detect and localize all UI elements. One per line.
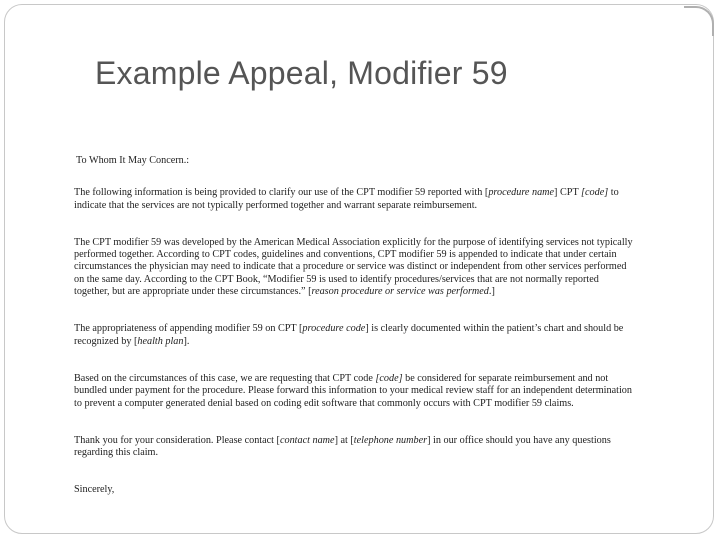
letter-paragraph-5 — [74, 435, 634, 460]
placeholder-code: [code] — [581, 187, 609, 199]
letter-body — [74, 155, 634, 497]
p2-text-b: .] — [488, 286, 495, 298]
p3-text-c: ]. — [183, 335, 190, 347]
letter-paragraph-3 — [74, 323, 634, 348]
letter-salutation: To Whom It May Concern.: — [76, 155, 190, 166]
placeholder-procedure-code: procedure code — [302, 323, 366, 335]
p1-text-c: to indicate that the services are not typically performed together and warrant separate reimbursement. — [74, 187, 619, 211]
p3-text-a: The appropriateness of appending modifier 59 on CPT [ — [74, 323, 303, 335]
p4-text-b: be considered for separate reimbursement and not bundled under payment for the procedure. Please forward this information to your medical review staff for an independent determination to prevent a computer generated denial based on coding edit software that commonly occurs with CPT modifier 59 claims. — [74, 372, 632, 409]
placeholder-procedure-name: procedure name — [488, 187, 555, 199]
placeholder-contact-name: contact name — [279, 434, 335, 446]
p1-text-b: ] CPT — [554, 187, 582, 199]
placeholder-telephone: telephone number — [353, 434, 428, 446]
letter-closing: Sincerely, — [74, 484, 115, 496]
p5-text-a: Thank you for your consideration. Please contact [ — [74, 434, 280, 446]
p5-text-c: ] in our office should you have any questions regarding this claim. — [74, 434, 611, 459]
slide-title: Example Appeal, Modifier 59 — [95, 55, 508, 91]
letter-paragraph-1 — [74, 187, 634, 212]
p1-text-a: The following information is being provided to clarify our use of the CPT modifier 59 reported with [ — [74, 187, 489, 199]
placeholder-health-plan: health plan — [137, 335, 184, 347]
letter-paragraph-2 — [74, 237, 634, 298]
p3-text-b: ] is clearly documented within the patient’s chart and should be recognized by [ — [74, 323, 624, 347]
p4-text-a: Based on the circumstances of this case, we are requesting that CPT code — [74, 372, 376, 384]
placeholder-reason: reason procedure or service was performed — [311, 286, 489, 298]
letter-paragraph-4 — [74, 373, 634, 410]
placeholder-code-2: [code] — [375, 372, 403, 384]
p5-text-b: ] at [ — [334, 434, 354, 446]
p2-text-a: The CPT modifier 59 was developed by the American Medical Association explicitly for the purpose of identifying services not typically performed together. According to CPT codes, guidelines and conventions, CPT modifier 59 is appended to indicate that under certain circumstances the physician may need to indicate that a procedure or service was distinct or independent from other services performed on the same day. According to the CPT Book, “Modifier 59 is used to identify procedures/services that are not normally reported together, but are appropriate under these circumstances.” [ — [74, 236, 633, 298]
